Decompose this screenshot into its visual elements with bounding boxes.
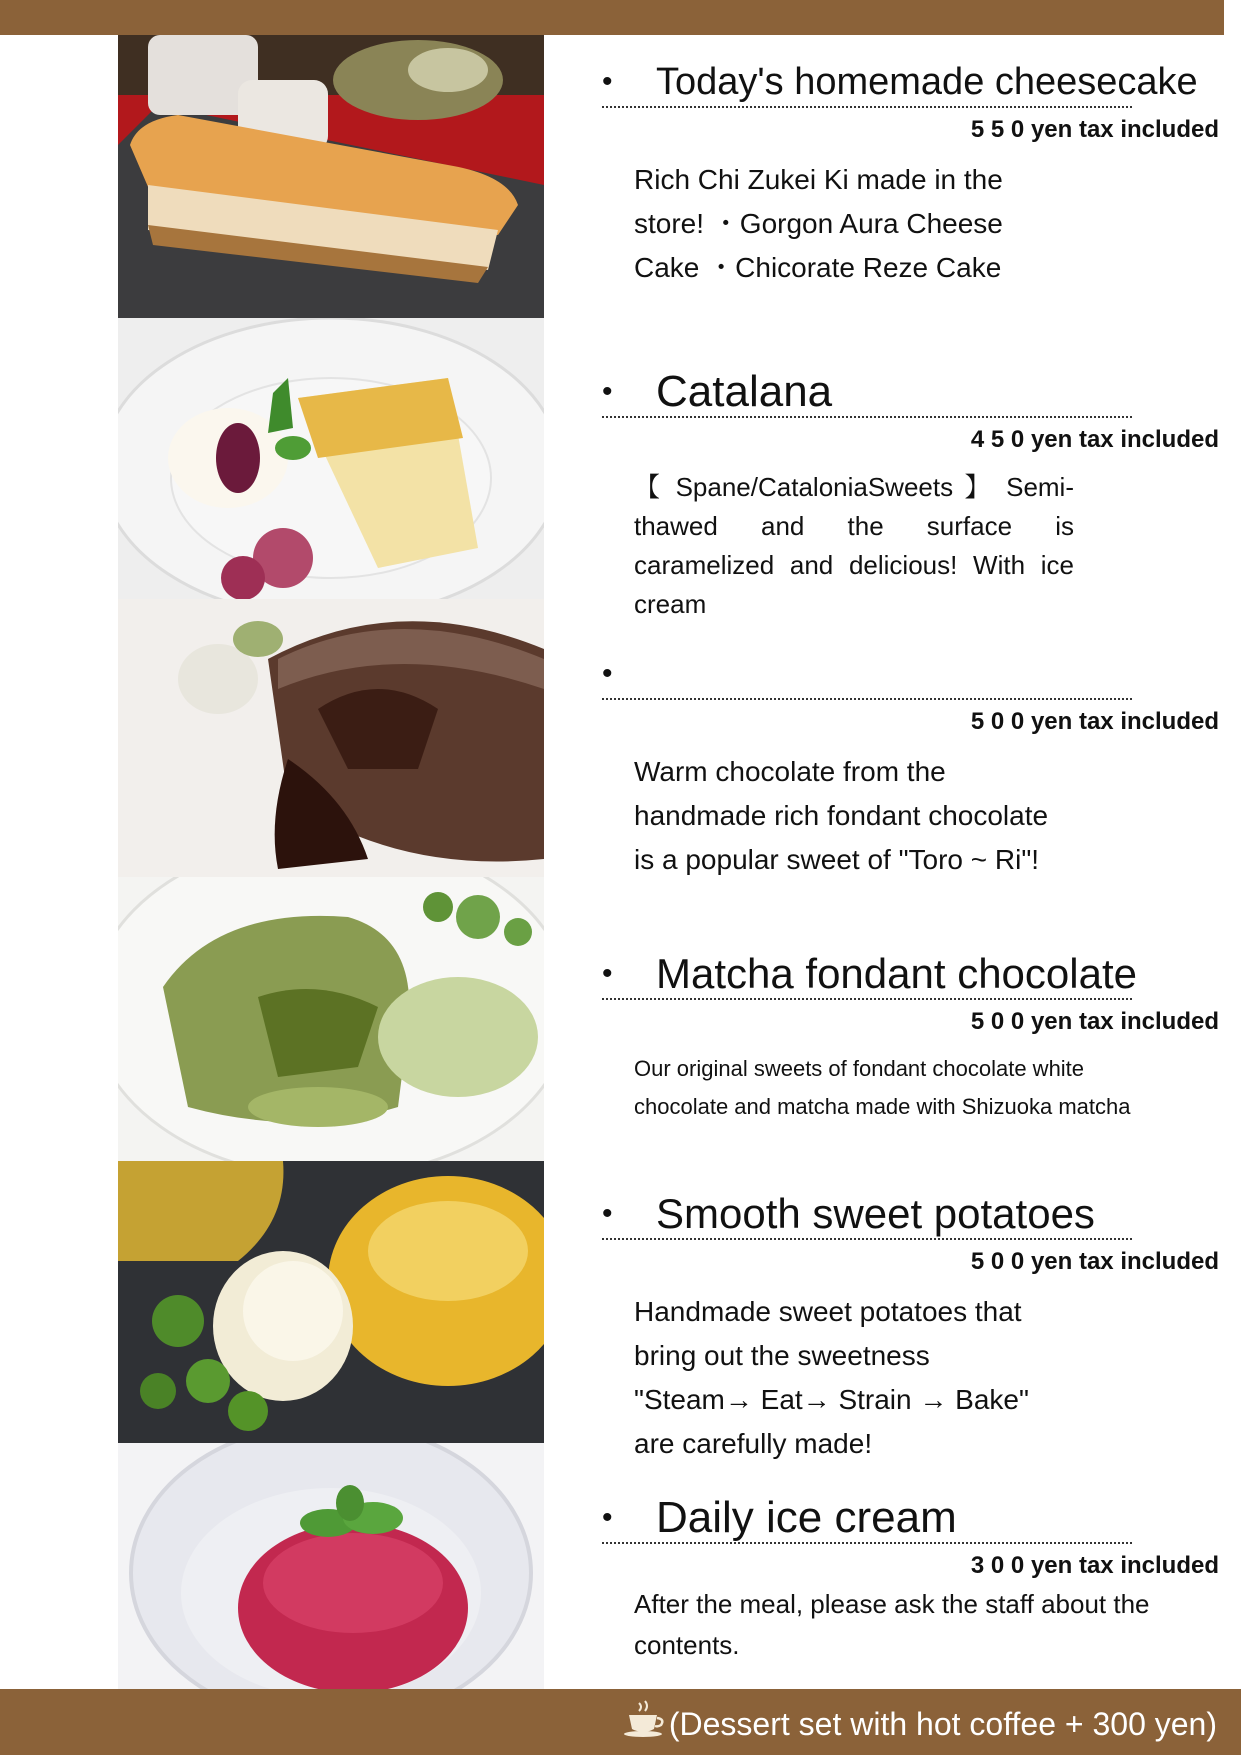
catalana-photo bbox=[118, 318, 544, 599]
item-description: Rich Chi Zukei Ki made in the store! ・Gorgon Aura Cheese Cake ・Chicorate Reze Cake bbox=[634, 164, 1003, 283]
fondant-chocolate-photo bbox=[118, 599, 544, 877]
item-title-row bbox=[602, 1493, 1222, 1548]
footer-text: (Dessert set with hot coffee + 300 yen) bbox=[668, 1706, 1217, 1742]
item-price: 4 5 0 yen tax included bbox=[970, 426, 1219, 453]
bullet: • bbox=[602, 1501, 613, 1534]
item-price: 5 0 0 yen tax included bbox=[970, 1008, 1219, 1035]
bullet: • bbox=[602, 1197, 613, 1230]
item-title: Daily ice cream bbox=[656, 1493, 957, 1542]
bullet: • bbox=[602, 957, 613, 990]
dotted-divider bbox=[602, 998, 1132, 1000]
item-description: After the meal, please ask the staff about the contents. bbox=[634, 1589, 1150, 1660]
sweet-potato-photo bbox=[118, 1161, 544, 1443]
item-title-row bbox=[602, 367, 1222, 422]
item-title-row bbox=[602, 1192, 1222, 1244]
item-price: 5 5 0 yen tax included bbox=[970, 116, 1219, 143]
bullet: • bbox=[602, 657, 613, 690]
item-description: Handmade sweet potatoes that bring out the sweetness "Steam→ Eat→ Strain → Bake" are carefully made! bbox=[634, 1296, 1029, 1459]
dotted-divider bbox=[602, 698, 1132, 700]
bullet: • bbox=[602, 65, 613, 98]
item-title: Today's homemade cheesecake bbox=[656, 61, 1198, 103]
item-title: Matcha fondant chocolate bbox=[656, 950, 1137, 997]
item-title: Catalana bbox=[656, 367, 833, 416]
dotted-divider bbox=[602, 1542, 1132, 1544]
dotted-divider bbox=[602, 416, 1132, 418]
cheesecake-photo bbox=[118, 35, 544, 318]
menu-item bbox=[602, 1192, 1222, 1466]
coffee-cup-icon bbox=[621, 1705, 667, 1739]
ice-cream-photo bbox=[118, 1443, 544, 1689]
bullet: • bbox=[602, 375, 613, 408]
menu-item bbox=[602, 652, 1222, 882]
item-description: Our original sweets of fondant chocolate white chocolate and matcha made with Shizuoka matcha bbox=[634, 1056, 1131, 1119]
dotted-divider bbox=[602, 106, 1132, 108]
item-title-row bbox=[602, 952, 1222, 1004]
item-price: 5 0 0 yen tax included bbox=[970, 1248, 1219, 1275]
dotted-divider bbox=[602, 1238, 1132, 1240]
item-price: 5 0 0 yen tax included bbox=[970, 708, 1219, 735]
item-price: 3 0 0 yen tax included bbox=[970, 1552, 1219, 1579]
item-description: Warm chocolate from the handmade rich fondant chocolate is a popular sweet of "Toro ~ Ri"! bbox=[634, 756, 1049, 875]
footer bbox=[621, 1705, 1217, 1742]
item-title-row bbox=[602, 652, 1222, 704]
photo-column bbox=[118, 35, 544, 1689]
item-title: Smooth sweet potatoes bbox=[656, 1190, 1095, 1237]
menu-item bbox=[602, 60, 1222, 290]
item-title-row bbox=[602, 60, 1222, 112]
top-bar bbox=[0, 0, 1224, 35]
menu-item bbox=[602, 1493, 1222, 1666]
bottom-bar bbox=[0, 1689, 1241, 1755]
menu-item bbox=[602, 952, 1222, 1126]
matcha-fondant-photo bbox=[118, 877, 544, 1161]
item-description: 【 Spane/CataloniaSweets 】 Semi-thawed and the surface is caramelized and delicious! With ice cream bbox=[634, 472, 1074, 619]
menu-item bbox=[602, 367, 1222, 624]
